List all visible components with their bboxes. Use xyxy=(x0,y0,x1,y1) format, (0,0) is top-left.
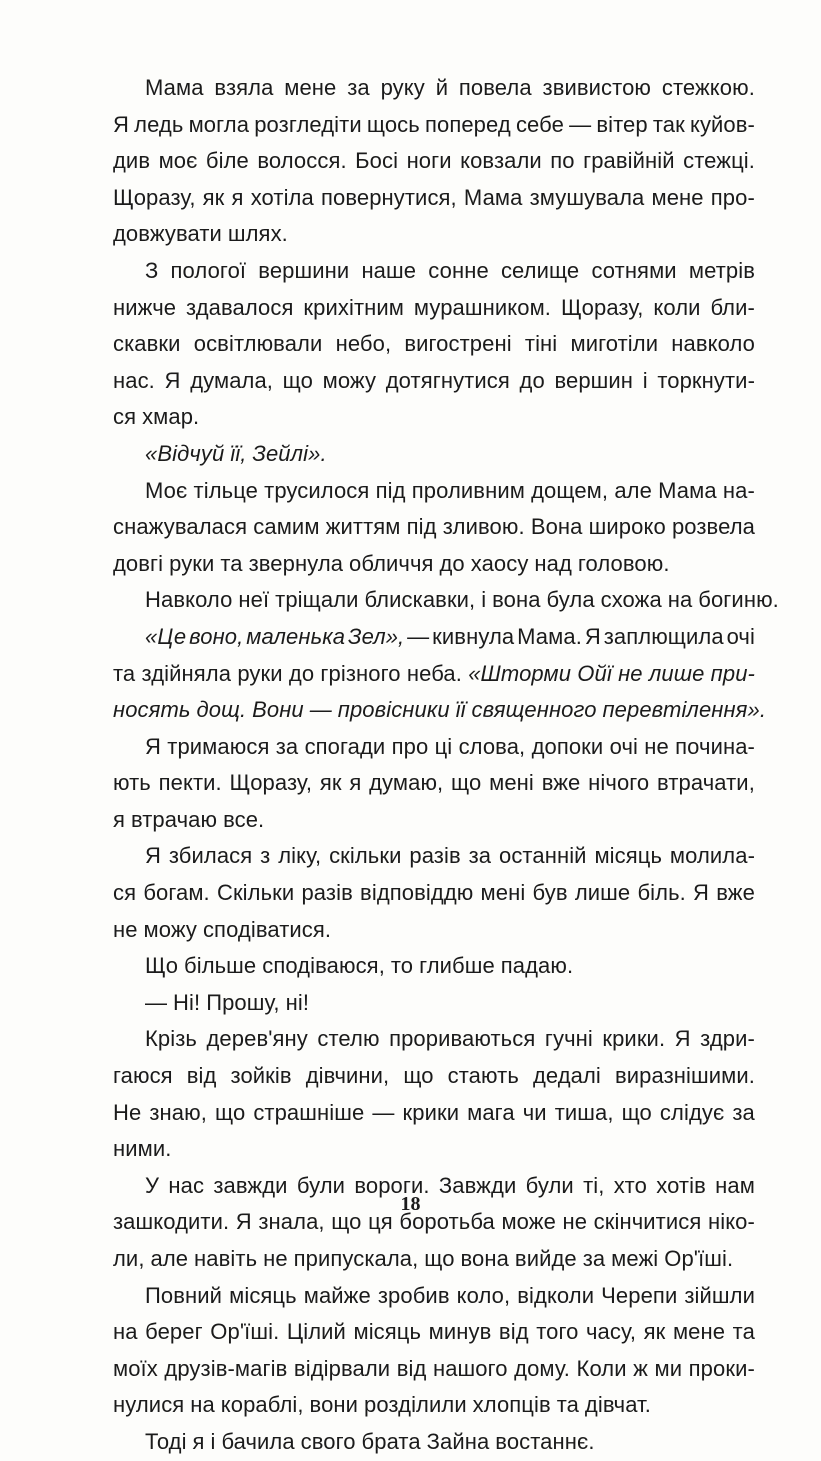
text-line: — Ні! Прошу, ні! xyxy=(145,989,310,1015)
text-line: носять дощ. Вони — провісники її священного перевтілення». xyxy=(113,697,767,723)
body-text xyxy=(113,70,779,1461)
text-line: моїх друзів-магів відірвали від нашого дому. Коли ж ми прoки- xyxy=(113,1355,755,1381)
text-line: ся богам. Скільки разів відповіддю мені був лише біль. Я вже xyxy=(113,880,755,906)
text-line: Навколо неї тріщали блискавки, і вона була схожа на богиню. xyxy=(145,587,779,613)
text-line: Тоді я і бачила свого брата Зайна востаннє. xyxy=(145,1428,595,1454)
text-line: Я ледь могла розгледіти щось поперед себе — вітер так куйов- xyxy=(113,111,755,137)
text-line: зашкодити. Я знала, що ця боротьба може не скінчитися ніко- xyxy=(113,1209,755,1235)
text-line: довгі руки та звернула обличчя до хаосу над головою. xyxy=(113,550,670,576)
text-line: Мама взяла мене за руку й повела звивистою стежкою. xyxy=(145,75,755,100)
text-line: Крізь дерев'яну стелю прориваються гучні крики. Я здри- xyxy=(145,1026,755,1052)
text-line: не можу сподіватися. xyxy=(113,916,332,942)
text-line: нас. Я думала, що можу дотягнутися до вершин і торкнути- xyxy=(113,367,755,393)
text-line: ють пекти. Щоразу, як я думаю, що мені вже нічого втрачати, xyxy=(113,770,755,796)
text-line: я втрачаю все. xyxy=(113,806,265,832)
text-line: довжувати шлях. xyxy=(113,221,288,247)
text-line: Я тримаюся за спогади про ці слова, допоки очі не починa- xyxy=(145,733,755,759)
text-line: Не знаю, що страшніше — крики мага чи тиша, що слідує за xyxy=(113,1099,755,1125)
text-line: скавки освітлювали небо, вигострені тіні миготіли навколо xyxy=(113,331,755,357)
text-line: див моє біле волосся. Босі ноги ковзали по гравійній стежці. xyxy=(113,148,755,174)
text-line: Повний місяць майже зробив коло, відколи Черепи зійшли xyxy=(145,1282,755,1308)
text-line: У нас завжди були вороги. Завжди були ті, хто хотів нам xyxy=(145,1172,755,1198)
text-line: «Це воно, маленька Зел», — кивнула Мама. Я заплющила очі xyxy=(145,623,755,649)
text-line: гаюся від зойків дівчини, що стають дедалі виразнішими. xyxy=(113,1063,755,1089)
text-line: ними. xyxy=(113,1136,172,1162)
text-line: на берег Ор'їші. Цілий місяць минув від того часу, як мене та xyxy=(113,1319,755,1345)
text-line: Я збилася з ліку, скільки разів за останній місяць молила- xyxy=(145,843,755,869)
text-line: снажувалася самим життям під зливою. Вона широко розвела xyxy=(113,514,755,540)
text-line: Що більше сподіваюся, то глибше падаю. xyxy=(145,953,574,979)
text-line: Моє тільце трусилося під проливним дощем, але Мама на- xyxy=(145,477,755,503)
text-line: нулися на кораблі, вони розділили хлопців та дівчат. xyxy=(113,1392,651,1418)
page-number: 18 xyxy=(400,1193,421,1215)
text-line: «Відчуй її, Зейлі». xyxy=(145,440,327,466)
text-line: Щоразу, як я хотіла повернутися, Мама змушувала мене про- xyxy=(113,184,755,210)
text-line: З пологої вершини наше сонне селище сотнями метрів xyxy=(145,257,755,283)
text-line: ли, але навіть не припускала, що вона вийде за межі Ор'їші. xyxy=(113,1246,734,1271)
text-line: та здійняла руки до грізного неба. «Шторми Ойї не лише при- xyxy=(113,660,755,686)
text-line: ся хмар. xyxy=(113,404,200,430)
text-line: нижче здавалося крихітним мурашником. Щоразу, коли бли- xyxy=(113,294,755,320)
